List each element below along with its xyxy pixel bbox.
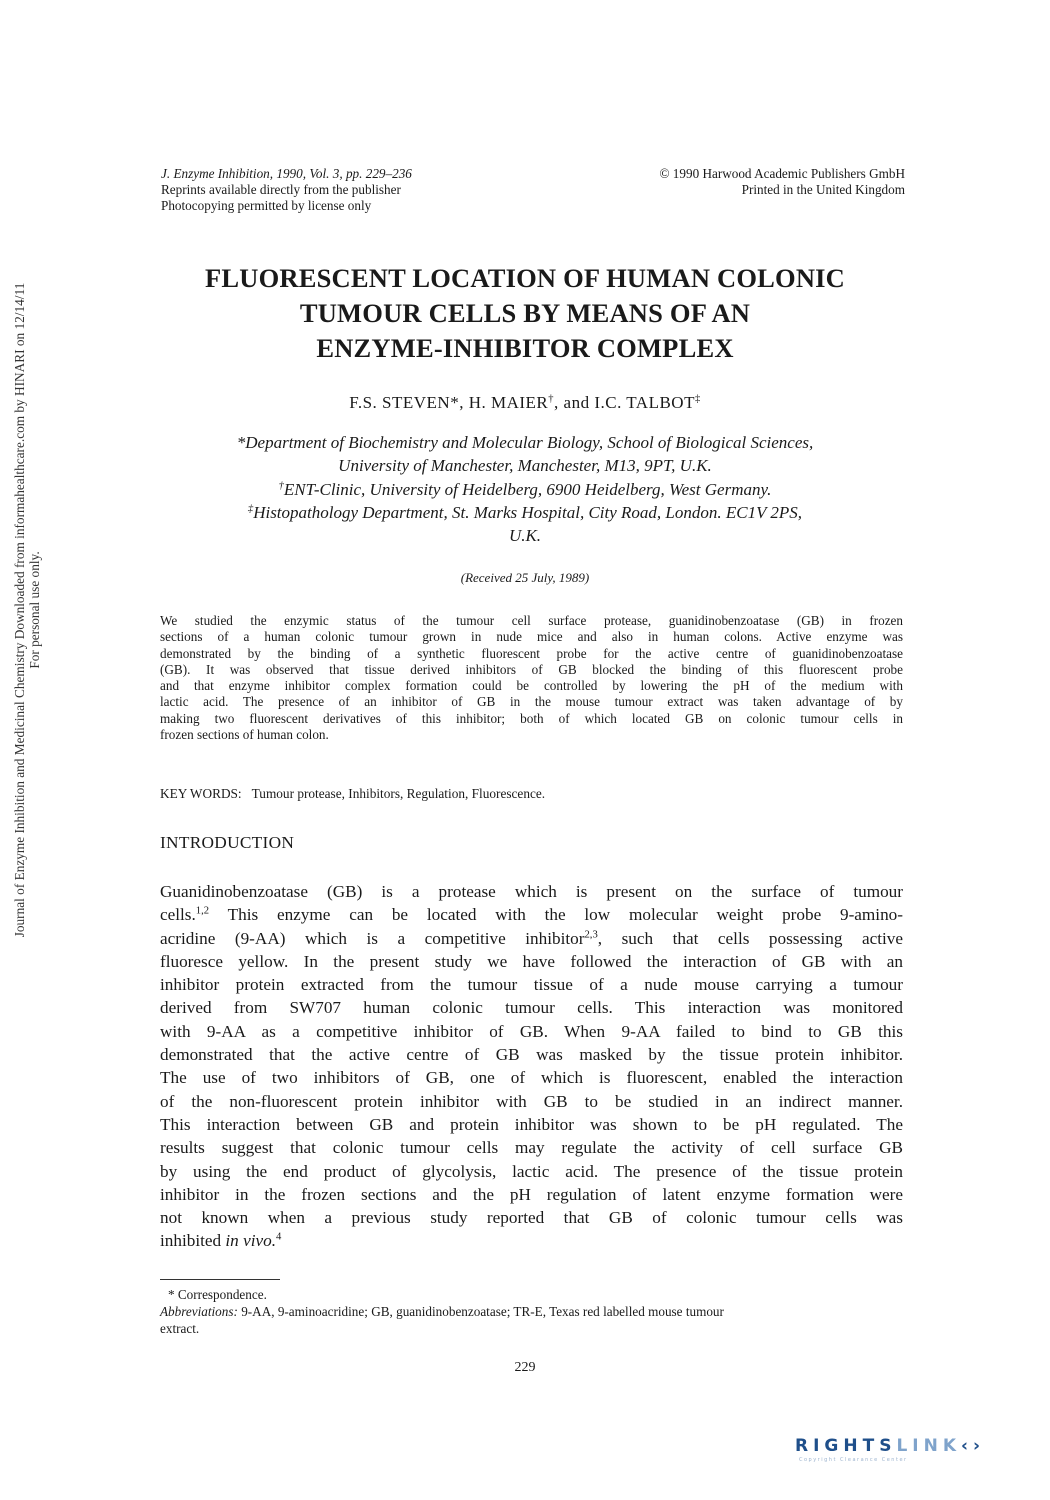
body-line: inhibitor in the frozen sections and the pH regulation of latent enzyme formation were: [160, 1184, 903, 1204]
affiliation-line: University of Manchester, Manchester, M13, 9PT, U.K.: [338, 456, 712, 476]
keywords-text: Tumour protease, Inhibitors, Regulation, Fluorescence.: [251, 786, 546, 801]
watermark-line: Journal of Enzyme Inhibition and Medicinal Chemistry Downloaded from informahealthcare.com by HINARI on 12/14/11: [12, 282, 27, 938]
footnotes: [160, 1286, 903, 1337]
abbreviations-label: Abbreviations:: [160, 1304, 238, 1319]
introduction-text: [160, 880, 903, 1253]
affiliation-line: [140, 478, 910, 501]
abstract-line: lactic acid. The presence of an inhibitor of GB in the mouse tumour extract was taken advantage of by: [160, 694, 903, 710]
author-steven: F.S. STEVEN*,: [349, 393, 469, 412]
affiliation-line: [140, 501, 910, 524]
body-italic: in vivo.: [225, 1231, 276, 1251]
citation-line: J. Enzyme Inhibition, 1990, Vol. 3, pp. 229–236: [161, 166, 412, 181]
body-line: not known when a previous study reported that GB of colonic tumour cells was: [160, 1208, 903, 1228]
abstract-line: demonstrated by the binding of a synthetic fluorescent probe for the active centre of guanidinobenzoatase: [160, 645, 903, 661]
author-talbot: I.C. TALBOT: [594, 393, 695, 412]
abstract: [160, 613, 903, 743]
body-fragment: cells.: [160, 905, 196, 925]
citation-ref: 4: [276, 1231, 282, 1243]
abbreviations-continued: extract.: [160, 1321, 200, 1336]
body-line: Guanidinobenzoatase (GB) is a protease which is present on the surface of tumour: [160, 882, 903, 901]
affiliations: [140, 431, 910, 547]
abstract-line: making two fluorescent derivatives of this inhibitor; both of which located GB on colonic tumour cells in: [160, 710, 903, 726]
logo-rights: RIGHTS: [795, 1436, 897, 1456]
logo-link: LINK: [896, 1436, 961, 1456]
body-line: by using the end product of glycolysis, lactic acid. The presence of the tissue protein: [160, 1161, 903, 1181]
body-line: [160, 1229, 903, 1252]
download-watermark: [12, 35, 42, 1185]
title-line: TUMOUR CELLS BY MEANS OF AN: [299, 298, 751, 328]
body-fragment: acridine (9-AA) which is a competitive inhibitor: [160, 928, 585, 948]
double-dagger-mark: ‡: [694, 393, 701, 405]
affiliation-text: ENT-Clinic, University of Heidelberg, 6900 Heidelberg, West Germany.: [283, 479, 772, 499]
watermark-line: For personal use only.: [27, 551, 42, 669]
affiliation-text: Histopathology Department, St. Marks Hospital, City Road, London. EC1V 2PS,: [253, 502, 803, 522]
logo-subtitle: Copyright Clearance Center: [799, 1457, 908, 1463]
body-line: The use of two inhibitors of GB, one of which is fluorescent, enabled the interaction: [160, 1068, 903, 1088]
abstract-line: (GB). It was observed that tissue derived inhibitors of GB blocked the binding of this fluorescent probe: [160, 661, 903, 677]
copyright-notice: [600, 166, 905, 198]
body-line: demonstrated that the active centre of GB was masked by the tissue protein inhibitor.: [160, 1045, 903, 1065]
footnote-divider: [160, 1279, 280, 1280]
body-line: of the non-fluorescent protein inhibitor with GB to be studied in an indirect manner.: [160, 1091, 903, 1111]
journal-citation: [161, 166, 412, 214]
page-number: 229: [514, 1360, 536, 1375]
author-list: [120, 393, 930, 413]
article-title: [120, 261, 930, 366]
rightslink-wordmark: [795, 1436, 1031, 1456]
body-line: This interaction between GB and protein inhibitor was shown to be pH regulated. The: [160, 1114, 903, 1134]
author-maier: H. MAIER: [468, 393, 549, 412]
body-line: results suggest that colonic tumour cells may regulate the activity of cell surface GB: [160, 1138, 903, 1158]
correspondence-note: * Correspondence.: [168, 1287, 267, 1302]
title-line: ENZYME-INHIBITOR COMPLEX: [316, 333, 734, 363]
body-line: [160, 903, 903, 926]
logo-arrows-icon: ‹›: [961, 1436, 986, 1456]
affiliation-line: *Department of Biochemistry and Molecular Biology, School of Biological Sciences,: [236, 433, 814, 452]
double-dagger-mark: ‡: [247, 503, 254, 515]
dagger-mark: †: [548, 393, 555, 405]
author-separator: , and: [554, 393, 595, 412]
body-line: [160, 927, 903, 950]
reprints-line: Reprints available directly from the publisher: [161, 182, 401, 197]
copyright-line: © 1990 Harwood Academic Publishers GmbH: [659, 166, 905, 181]
body-line: inhibitor protein extracted from the tumour tissue of a nude mouse carrying a tumour: [160, 975, 903, 995]
body-line: fluoresce yellow. In the present study we have followed the interaction of GB with an: [160, 951, 903, 971]
body-fragment: inhibited: [160, 1231, 226, 1251]
abstract-line: frozen sections of human colon.: [160, 727, 329, 743]
dagger-mark: †: [278, 479, 284, 491]
received-date: (Received 25 July, 1989): [460, 570, 590, 585]
abstract-line: We studied the enzymic status of the tumour cell surface protease, guanidinobenzoatase (GB) in frozen: [160, 613, 903, 628]
body-fragment: This enzyme can be located with the low molecular weight probe 9-amino-: [209, 905, 903, 925]
citation-ref: 1,2: [195, 905, 210, 917]
citation-ref: 2,3: [584, 928, 598, 940]
printed-line: Printed in the United Kingdom: [741, 182, 905, 197]
affiliation-line: U.K.: [508, 526, 542, 546]
keywords-label: KEY WORDS:: [160, 786, 242, 801]
abstract-line: sections of a human colonic tumour grown in nude mice and also in human colons. Active enzyme was: [160, 629, 903, 645]
keywords: [160, 786, 545, 802]
body-line: with 9-AA as a competitive inhibitor of GB. When 9-AA failed to bind to GB this: [160, 1021, 903, 1041]
abbreviations-text: 9-AA, 9-aminoacridine; GB, guanidinobenzoatase; TR-E, Texas red labelled mouse tumour: [237, 1304, 724, 1319]
title-line: FLUORESCENT LOCATION OF HUMAN COLONIC: [204, 263, 846, 293]
body-line: derived from SW707 human colonic tumour cells. This interaction was monitored: [160, 998, 903, 1018]
section-heading: INTRODUCTION: [160, 833, 295, 852]
body-fragment: , such that cells possessing active: [597, 928, 904, 948]
abstract-line: and that enzyme inhibitor complex formation could be controlled by lowering the pH of the medium with: [160, 678, 903, 694]
rightslink-logo[interactable]: [795, 1436, 1031, 1476]
photocopy-line: Photocopying permitted by license only: [161, 198, 372, 213]
abbreviations-note: [160, 1303, 903, 1320]
